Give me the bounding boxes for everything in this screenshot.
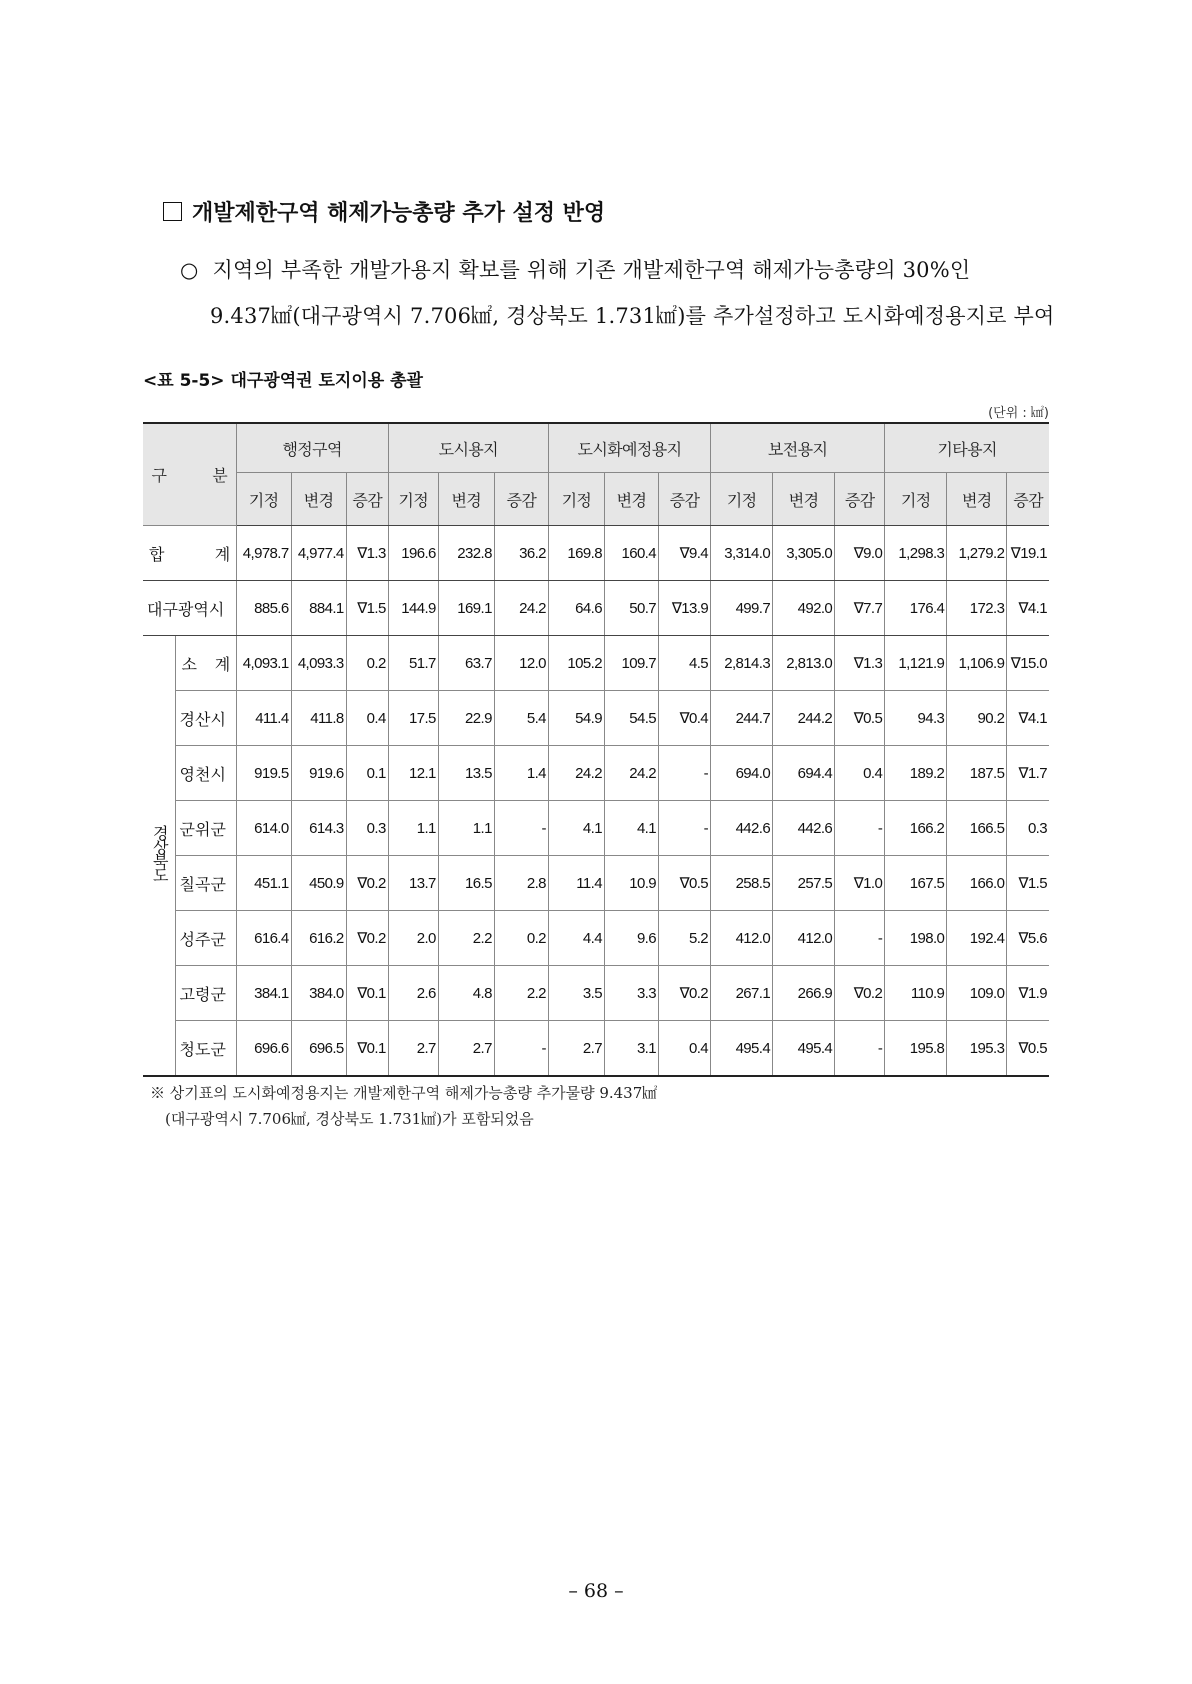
table-cell: 4,978.7 <box>236 526 291 581</box>
table-cell: 189.2 <box>885 746 947 801</box>
table-row <box>143 1021 1049 1077</box>
table-cell: 384.0 <box>291 966 346 1021</box>
table-cell: ∇1.3 <box>346 526 388 581</box>
group-header: 행정구역 <box>236 423 388 473</box>
table-cell: 0.1 <box>346 746 388 801</box>
table-cell: 5.2 <box>659 911 711 966</box>
table-cell: 499.7 <box>711 581 773 636</box>
table-cell: 696.5 <box>291 1021 346 1077</box>
table-cell: 451.1 <box>236 856 291 911</box>
table-cell: 166.0 <box>947 856 1007 911</box>
row-label: 소 계 <box>175 636 236 691</box>
table-cell: 3,314.0 <box>711 526 773 581</box>
table-cell: 919.5 <box>236 746 291 801</box>
table-cell: 13.5 <box>438 746 494 801</box>
footnote-line-2: (대구광역시 7.706㎢, 경상북도 1.731㎢)가 포함되었음 <box>165 1110 534 1128</box>
table-cell: 24.2 <box>604 746 658 801</box>
section-heading-text: 개발제한구역 해제가능총량 추가 설정 반영 <box>192 201 606 226</box>
table-row <box>143 746 1049 801</box>
table-cell: 169.8 <box>548 526 604 581</box>
paragraph-line-1-text: 지역의 부족한 개발가용지 확보를 위해 기존 개발제한구역 해제가능총량의 30%인 <box>212 258 971 282</box>
table-cell: 109.7 <box>604 636 658 691</box>
table-cell: 2,813.0 <box>773 636 835 691</box>
table-cell: 195.3 <box>947 1021 1007 1077</box>
table-row <box>143 966 1049 1021</box>
table-cell: ∇0.1 <box>346 966 388 1021</box>
group-header: 기타용지 <box>885 423 1049 473</box>
table-cell: 54.9 <box>548 691 604 746</box>
table-cell: 169.1 <box>438 581 494 636</box>
row-label: 군위군 <box>175 801 236 856</box>
table-cell: 167.5 <box>885 856 947 911</box>
paragraph-line-1 <box>180 254 970 284</box>
table-cell: 187.5 <box>947 746 1007 801</box>
table-cell: 384.1 <box>236 966 291 1021</box>
table-cell: 94.3 <box>885 691 947 746</box>
table-cell: 166.5 <box>947 801 1007 856</box>
table-cell: ∇4.1 <box>1007 691 1049 746</box>
table-cell: 694.0 <box>711 746 773 801</box>
table-cell: 4,093.1 <box>236 636 291 691</box>
table-cell: 267.1 <box>711 966 773 1021</box>
subheader: 기정 <box>388 473 438 526</box>
row-label: 합 계 <box>143 526 236 581</box>
table-cell: 22.9 <box>438 691 494 746</box>
table-cell: 411.8 <box>291 691 346 746</box>
table-cell: 2.2 <box>494 966 548 1021</box>
table-cell: 244.2 <box>773 691 835 746</box>
table-cell: ∇1.5 <box>1007 856 1049 911</box>
table-cell: 1.4 <box>494 746 548 801</box>
page-number: – 68 – <box>568 1580 624 1602</box>
table-cell: ∇0.1 <box>346 1021 388 1077</box>
table-cell: 4,977.4 <box>291 526 346 581</box>
table-cell: 2.7 <box>388 1021 438 1077</box>
subheader: 기정 <box>548 473 604 526</box>
table-cell: 17.5 <box>388 691 438 746</box>
subheader: 기정 <box>885 473 947 526</box>
table-cell: 0.2 <box>346 636 388 691</box>
table-cell: ∇5.6 <box>1007 911 1049 966</box>
land-use-table <box>143 422 1049 1077</box>
table-cell: - <box>835 911 885 966</box>
group-header: 보전용지 <box>711 423 885 473</box>
table-header <box>143 423 1049 526</box>
table-cell: 4.4 <box>548 911 604 966</box>
table-cell: ∇15.0 <box>1007 636 1049 691</box>
subheader: 증감 <box>346 473 388 526</box>
table-cell: - <box>659 746 711 801</box>
table-cell: 12.1 <box>388 746 438 801</box>
table-row-daegu <box>143 581 1049 636</box>
subheader: 기정 <box>236 473 291 526</box>
table-cell: - <box>494 1021 548 1077</box>
table-cell: 3.1 <box>604 1021 658 1077</box>
table-cell: 105.2 <box>548 636 604 691</box>
subheader: 변경 <box>604 473 658 526</box>
table-cell: 442.6 <box>711 801 773 856</box>
subheader: 증감 <box>835 473 885 526</box>
table-cell: ∇1.3 <box>835 636 885 691</box>
table-cell: 442.6 <box>773 801 835 856</box>
table-cell: 36.2 <box>494 526 548 581</box>
table-cell: 24.2 <box>548 746 604 801</box>
table-cell: 492.0 <box>773 581 835 636</box>
table-cell: 266.9 <box>773 966 835 1021</box>
table-cell: - <box>659 801 711 856</box>
table-cell: 2.7 <box>548 1021 604 1077</box>
table-cell: 495.4 <box>711 1021 773 1077</box>
region-label-text: 경상북도 <box>150 825 168 881</box>
table-cell: ∇7.7 <box>835 581 885 636</box>
row-label: 성주군 <box>175 911 236 966</box>
table-cell: 90.2 <box>947 691 1007 746</box>
subheader: 변경 <box>291 473 346 526</box>
table-row <box>143 801 1049 856</box>
table-row <box>143 691 1049 746</box>
subheader: 증감 <box>1007 473 1049 526</box>
table-cell: ∇0.2 <box>346 856 388 911</box>
bullet-circle-icon: ○ <box>180 258 199 282</box>
table-cell: - <box>835 1021 885 1077</box>
unit-label: (단위 : ㎢) <box>988 406 1049 421</box>
table-cell: 0.3 <box>346 801 388 856</box>
table-cell: ∇9.0 <box>835 526 885 581</box>
table-cell: - <box>494 801 548 856</box>
table-cell: ∇0.2 <box>835 966 885 1021</box>
table-cell: 2.2 <box>438 911 494 966</box>
table-row <box>143 856 1049 911</box>
table-cell: ∇0.2 <box>659 966 711 1021</box>
table-cell: ∇1.0 <box>835 856 885 911</box>
table-cell: ∇1.7 <box>1007 746 1049 801</box>
table-cell: 160.4 <box>604 526 658 581</box>
checkbox-square-icon <box>163 202 182 221</box>
table-cell: 258.5 <box>711 856 773 911</box>
table-cell: 1,106.9 <box>947 636 1007 691</box>
table-cell: ∇1.5 <box>346 581 388 636</box>
table-cell: 9.6 <box>604 911 658 966</box>
table-cell: - <box>835 801 885 856</box>
table-cell: 412.0 <box>711 911 773 966</box>
table-cell: 614.0 <box>236 801 291 856</box>
table-cell: 616.4 <box>236 911 291 966</box>
table-cell: 16.5 <box>438 856 494 911</box>
table-cell: 1.1 <box>438 801 494 856</box>
table-cell: 4.5 <box>659 636 711 691</box>
table-cell: 192.4 <box>947 911 1007 966</box>
row-label: 대구광역시 <box>143 581 236 636</box>
table-caption: <표 5-5> 대구광역권 토지이용 총괄 <box>143 371 423 391</box>
table-cell: 495.4 <box>773 1021 835 1077</box>
row-label: 고령군 <box>175 966 236 1021</box>
table-cell: 1,121.9 <box>885 636 947 691</box>
table-cell: 411.4 <box>236 691 291 746</box>
table-cell: 450.9 <box>291 856 346 911</box>
table-cell: 24.2 <box>494 581 548 636</box>
table-cell: ∇1.9 <box>1007 966 1049 1021</box>
table-cell: 4.1 <box>604 801 658 856</box>
table-cell: 0.4 <box>835 746 885 801</box>
table-cell: 232.8 <box>438 526 494 581</box>
subheader: 증감 <box>494 473 548 526</box>
table-cell: 172.3 <box>947 581 1007 636</box>
table-cell: 4.8 <box>438 966 494 1021</box>
table-cell: 412.0 <box>773 911 835 966</box>
table-cell: 919.6 <box>291 746 346 801</box>
table-cell: ∇0.4 <box>659 691 711 746</box>
table-cell: ∇0.5 <box>835 691 885 746</box>
table-cell: 176.4 <box>885 581 947 636</box>
table-cell: 0.2 <box>494 911 548 966</box>
table-cell: 3,305.0 <box>773 526 835 581</box>
subheader: 변경 <box>773 473 835 526</box>
table-cell: ∇19.1 <box>1007 526 1049 581</box>
table-cell: 198.0 <box>885 911 947 966</box>
table-cell: ∇13.9 <box>659 581 711 636</box>
table-cell: 1,298.3 <box>885 526 947 581</box>
table-cell: 196.6 <box>388 526 438 581</box>
table-cell: ∇0.5 <box>1007 1021 1049 1077</box>
table-cell: 11.4 <box>548 856 604 911</box>
group-header: 도시용지 <box>388 423 548 473</box>
table-cell: 694.4 <box>773 746 835 801</box>
table-cell: 2.6 <box>388 966 438 1021</box>
table-body <box>143 526 1049 1077</box>
subheader: 증감 <box>659 473 711 526</box>
table-cell: 166.2 <box>885 801 947 856</box>
table-cell: ∇0.2 <box>346 911 388 966</box>
table-cell: 0.4 <box>659 1021 711 1077</box>
table-cell: 2,814.3 <box>711 636 773 691</box>
row-label: 칠곡군 <box>175 856 236 911</box>
table-cell: 13.7 <box>388 856 438 911</box>
table-row-total <box>143 526 1049 581</box>
table-cell: 12.0 <box>494 636 548 691</box>
table-cell: 5.4 <box>494 691 548 746</box>
table-cell: 3.5 <box>548 966 604 1021</box>
table-cell: 109.0 <box>947 966 1007 1021</box>
table-cell: 0.4 <box>346 691 388 746</box>
table-cell: 2.7 <box>438 1021 494 1077</box>
table-cell: 885.6 <box>236 581 291 636</box>
table-cell: 10.9 <box>604 856 658 911</box>
footnote-line-1: ※ 상기표의 도시화예정용지는 개발제한구역 해제가능총량 추가물량 9.437㎢ <box>150 1084 658 1102</box>
row-label: 청도군 <box>175 1021 236 1077</box>
row-label: 경산시 <box>175 691 236 746</box>
table-cell: 144.9 <box>388 581 438 636</box>
subheader: 변경 <box>438 473 494 526</box>
table-cell: ∇4.1 <box>1007 581 1049 636</box>
table-cell: 696.6 <box>236 1021 291 1077</box>
table-cell: 3.3 <box>604 966 658 1021</box>
table-cell: 884.1 <box>291 581 346 636</box>
region-label-gyeongbuk <box>143 636 175 1077</box>
row-label: 영천시 <box>175 746 236 801</box>
table-cell: ∇0.5 <box>659 856 711 911</box>
table-cell: 63.7 <box>438 636 494 691</box>
subheader: 기정 <box>711 473 773 526</box>
section-heading <box>163 196 605 227</box>
table-cell: 110.9 <box>885 966 947 1021</box>
table-cell: 1.1 <box>388 801 438 856</box>
table-row <box>143 911 1049 966</box>
table-cell: 50.7 <box>604 581 658 636</box>
table-cell: 51.7 <box>388 636 438 691</box>
paragraph-line-2: 9.437㎢(대구광역시 7.706㎢, 경상북도 1.731㎢)를 추가설정하고 도시화예정용지로 부여 <box>210 304 1055 328</box>
table-cell: 616.2 <box>291 911 346 966</box>
table-cell: 0.3 <box>1007 801 1049 856</box>
table-cell: 1,279.2 <box>947 526 1007 581</box>
table-cell: 2.8 <box>494 856 548 911</box>
division-header: 구 분 <box>143 423 236 526</box>
table-cell: 64.6 <box>548 581 604 636</box>
table-cell: ∇9.4 <box>659 526 711 581</box>
table-cell: 244.7 <box>711 691 773 746</box>
table-cell: 2.0 <box>388 911 438 966</box>
table-cell: 257.5 <box>773 856 835 911</box>
table-cell: 614.3 <box>291 801 346 856</box>
group-header: 도시화예정용지 <box>548 423 710 473</box>
subheader: 변경 <box>947 473 1007 526</box>
table-cell: 54.5 <box>604 691 658 746</box>
table-cell: 195.8 <box>885 1021 947 1077</box>
table-cell: 4.1 <box>548 801 604 856</box>
table-cell: 4,093.3 <box>291 636 346 691</box>
table-row-subtotal <box>143 636 1049 691</box>
